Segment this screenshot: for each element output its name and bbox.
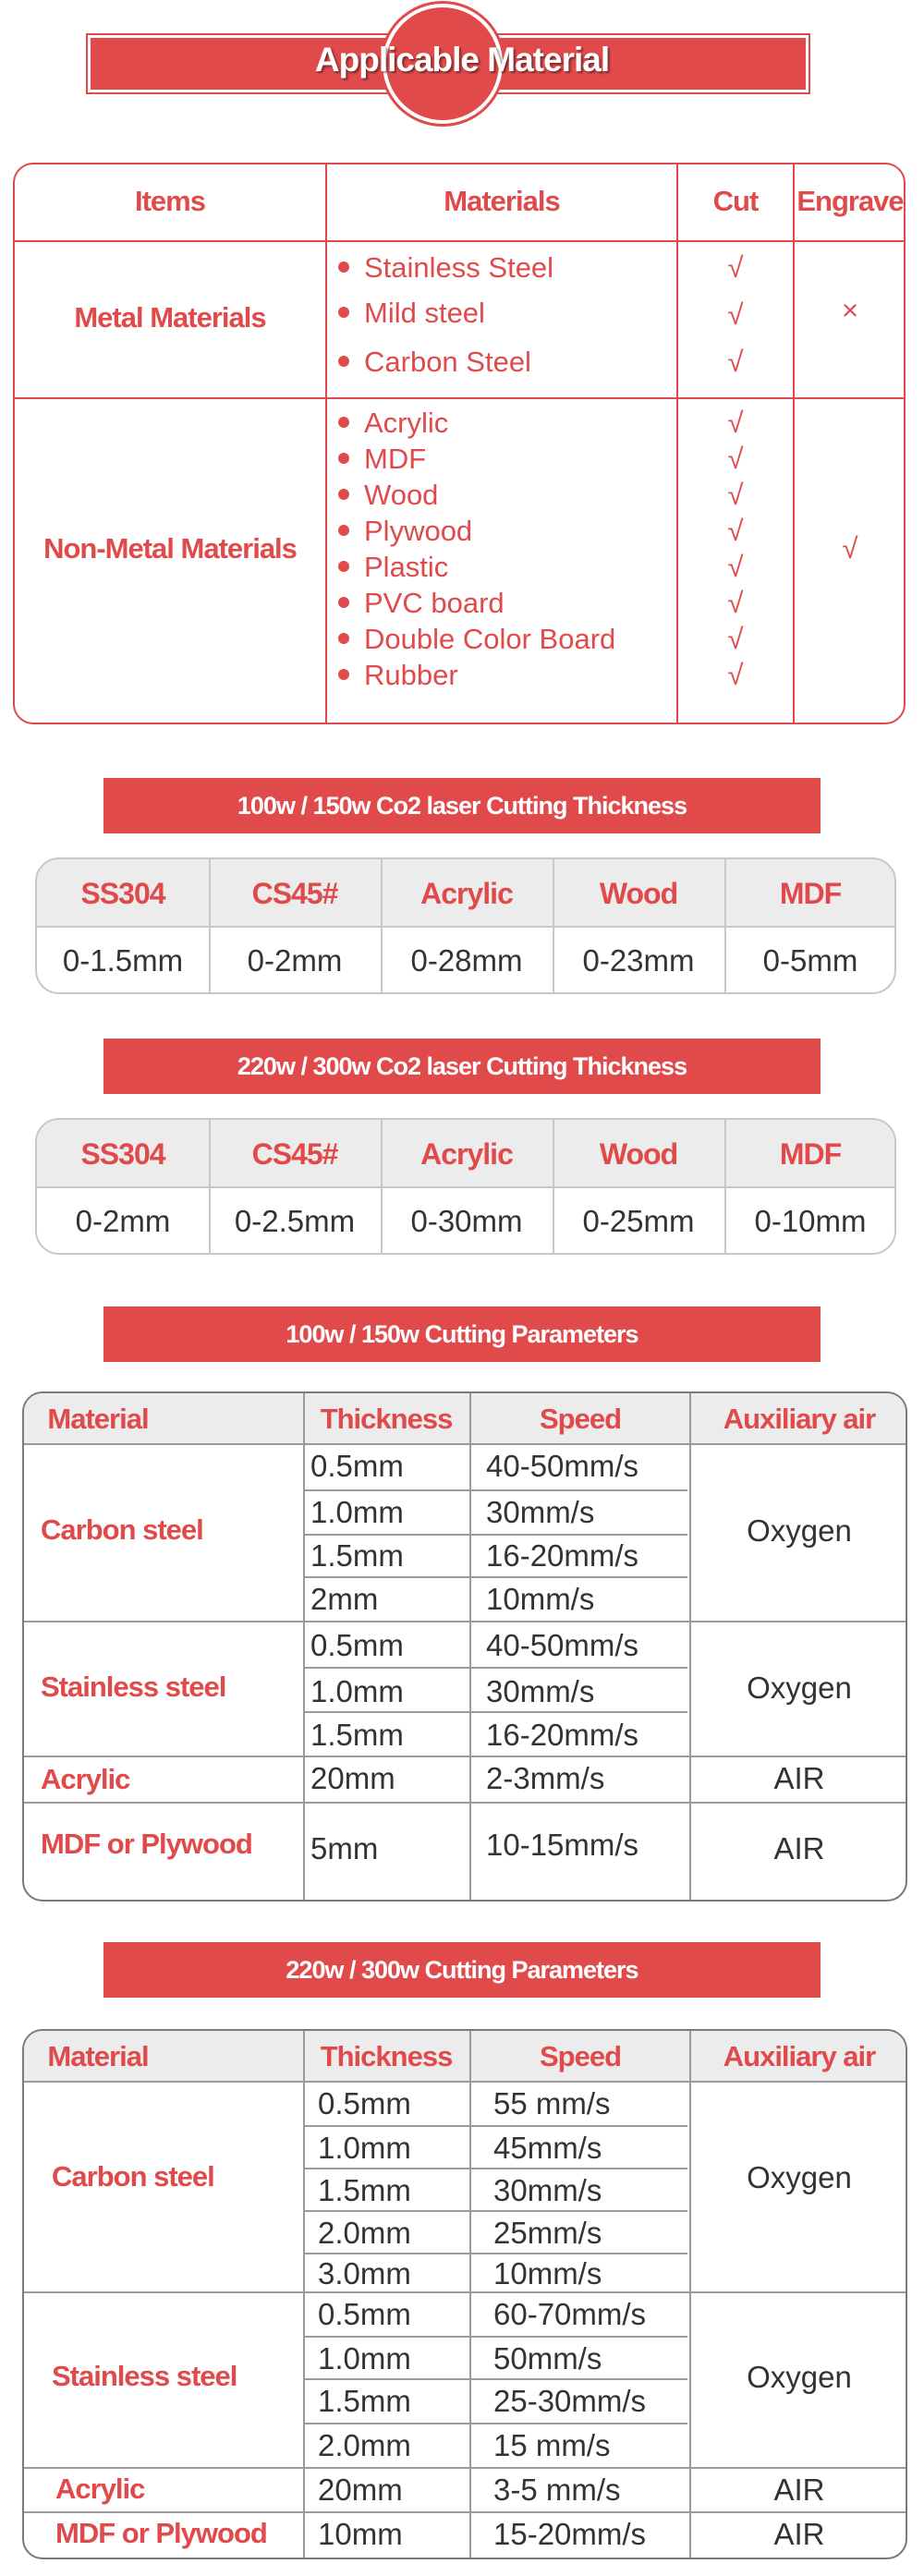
table-cell: 30mm/s	[493, 2173, 602, 2207]
params1-banner	[103, 1306, 821, 1362]
check-icon: √	[727, 587, 744, 619]
header-engrave: Engrave	[796, 185, 904, 217]
divider	[24, 1802, 906, 1804]
column-header: MDF	[779, 1137, 842, 1171]
table-cell: 10mm	[318, 2517, 403, 2551]
bullet-icon	[338, 356, 349, 367]
list-item: Mild steel	[338, 297, 485, 330]
bullet-icon	[338, 633, 349, 644]
bullet-icon	[338, 597, 349, 608]
check-icon: √	[727, 515, 744, 547]
table-cell: 0.5mm	[310, 1628, 404, 1662]
table-cell: 5mm	[310, 1831, 379, 1865]
table-cell: 50mm/s	[493, 2341, 602, 2376]
table-cell: 0.5mm	[310, 1449, 404, 1483]
divider	[24, 2291, 906, 2293]
divider	[793, 164, 795, 723]
table-cell: 0-25mm	[582, 1204, 695, 1238]
material-label: MDF or Plywood	[41, 1828, 252, 1860]
column-header: Material	[47, 1403, 149, 1435]
table-cell: 25-30mm/s	[493, 2384, 647, 2418]
table-cell: 0-30mm	[410, 1204, 523, 1238]
divider	[303, 2031, 305, 2558]
column-header: CS45#	[251, 877, 338, 910]
table-cell: 30mm/s	[486, 1495, 595, 1529]
table-cell: 0-2mm	[247, 943, 343, 978]
bullet-icon	[338, 453, 349, 464]
table-cell: 1.0mm	[318, 2341, 411, 2376]
table-cell: Oxygen	[747, 2160, 852, 2194]
table-cell: 1.0mm	[318, 2131, 411, 2165]
column-header: SS304	[80, 1137, 165, 1171]
material-label: Stainless steel	[41, 1671, 226, 1703]
thickness2-banner	[103, 1039, 821, 1094]
column-header: Speed	[539, 2040, 622, 2072]
bullet-icon	[338, 489, 349, 500]
check-icon: √	[727, 298, 744, 331]
thickness1-banner	[103, 778, 821, 833]
list-item: PVC board	[338, 587, 505, 620]
table-cell: 60-70mm/s	[493, 2297, 647, 2331]
thickness2-table	[35, 1118, 896, 1255]
column-header: SS304	[80, 877, 165, 910]
list-item: Rubber	[338, 659, 458, 692]
table-cell: 0-28mm	[410, 943, 523, 978]
divider	[303, 2423, 687, 2424]
divider	[303, 1576, 687, 1578]
table-cell: 0-2.5mm	[234, 1204, 356, 1238]
table-cell: 25mm/s	[493, 2216, 602, 2250]
divider	[24, 1756, 906, 1757]
table-cell: 10mm/s	[486, 1582, 595, 1616]
header-items: Items	[135, 185, 205, 217]
bullet-icon	[338, 307, 349, 318]
table-cell: 16-20mm/s	[486, 1718, 639, 1752]
check-icon: √	[727, 479, 744, 511]
divider	[303, 2378, 687, 2380]
divider	[689, 1393, 691, 1900]
list-item: Acrylic	[338, 407, 448, 440]
column-header: Thickness	[320, 2040, 453, 2072]
table-cell: AIR	[773, 2473, 825, 2507]
table-cell: 15-20mm/s	[493, 2517, 647, 2551]
table-cell: 1.5mm	[318, 2384, 411, 2418]
params1-table	[22, 1391, 907, 1902]
section-title: 220w / 300w Co2 laser Cutting Thickness	[237, 1052, 687, 1080]
column-header: Wood	[599, 877, 678, 910]
table-cell: 3-5 mm/s	[493, 2473, 621, 2507]
table-cell: 40-50mm/s	[486, 1449, 639, 1483]
table-cell: Oxygen	[747, 1671, 852, 1705]
list-item: Plywood	[338, 515, 472, 548]
table-cell: Oxygen	[747, 1513, 852, 1548]
column-header: Speed	[539, 1403, 622, 1435]
table-cell: 0-1.5mm	[62, 943, 184, 978]
list-item: MDF	[338, 443, 426, 476]
bullet-icon	[338, 561, 349, 572]
divider	[303, 2210, 687, 2212]
material-label: Carbon steel	[41, 1513, 203, 1546]
table-cell: AIR	[773, 1761, 825, 1795]
material-label: Acrylic	[55, 2473, 145, 2505]
banner-title: Applicable Material	[314, 41, 610, 79]
divider	[303, 2253, 687, 2254]
divider	[303, 1711, 687, 1713]
bullet-icon	[338, 525, 349, 536]
check-icon: √	[727, 251, 744, 284]
table-cell: 0.5mm	[318, 2086, 411, 2120]
table-cell: 40-50mm/s	[486, 1628, 639, 1662]
divider	[469, 1393, 471, 1900]
table-cell: 45mm/s	[493, 2131, 602, 2165]
table-cell: 0-5mm	[762, 943, 858, 978]
table-cell: 0-10mm	[754, 1204, 867, 1238]
column-header: Auxiliary air	[723, 1403, 876, 1435]
table-cell: 2-3mm/s	[486, 1761, 605, 1795]
check-icon: √	[842, 532, 858, 565]
params2-banner	[103, 1942, 821, 1998]
table-cell: 1.5mm	[318, 2173, 411, 2207]
divider	[303, 2168, 687, 2169]
material-label: MDF or Plywood	[55, 2517, 267, 2549]
table-cell: 2.0mm	[318, 2216, 411, 2250]
check-icon: √	[727, 623, 744, 655]
cross-icon: ×	[841, 294, 859, 326]
column-header: Acrylic	[420, 877, 513, 910]
divider	[303, 1667, 687, 1669]
list-item: Wood	[338, 479, 438, 512]
category-nonmetal: Non-Metal Materials	[43, 532, 297, 565]
table-cell: 0.5mm	[318, 2297, 411, 2331]
section-title: 100w / 150w Cutting Parameters	[286, 1320, 638, 1348]
table-cell: 15 mm/s	[493, 2428, 611, 2462]
check-icon: √	[727, 407, 744, 439]
divider	[24, 2511, 906, 2513]
check-icon: √	[727, 659, 744, 691]
section-title: 100w / 150w Co2 laser Cutting Thickness	[237, 792, 687, 820]
table-cell: 16-20mm/s	[486, 1538, 639, 1573]
check-icon: √	[727, 551, 744, 583]
list-item: Carbon Steel	[338, 346, 531, 379]
divider	[15, 397, 904, 399]
divider	[24, 1621, 906, 1622]
table-cell: AIR	[773, 1831, 825, 1865]
divider	[15, 240, 904, 242]
divider	[303, 1534, 687, 1536]
list-item: Stainless Steel	[338, 251, 553, 285]
divider	[303, 2125, 687, 2127]
table-cell: 1.0mm	[310, 1495, 404, 1529]
header-cut: Cut	[712, 185, 759, 217]
column-header: CS45#	[251, 1137, 338, 1171]
materials-table	[13, 163, 906, 724]
check-icon: √	[727, 443, 744, 475]
params2-table	[22, 2029, 907, 2559]
thickness1-table	[35, 857, 896, 994]
list-item: Double Color Board	[338, 623, 615, 656]
column-header: Wood	[599, 1137, 678, 1171]
table-cell: 20mm	[318, 2473, 403, 2507]
list-item: Plastic	[338, 551, 448, 584]
table-cell: 1.5mm	[310, 1718, 404, 1752]
column-header: Thickness	[320, 1403, 453, 1435]
column-header: MDF	[779, 877, 842, 910]
table-cell: 0-2mm	[75, 1204, 171, 1238]
divider	[469, 2031, 471, 2558]
check-icon: √	[727, 346, 744, 378]
section-title: 220w / 300w Cutting Parameters	[286, 1956, 638, 1984]
bullet-icon	[338, 669, 349, 680]
material-label: Carbon steel	[52, 2160, 214, 2193]
table-cell: 10mm/s	[493, 2256, 602, 2290]
column-header: Material	[47, 2040, 149, 2072]
divider	[24, 2467, 906, 2469]
table-cell: 3.0mm	[318, 2256, 411, 2290]
bullet-icon	[338, 417, 349, 428]
table-cell: 55 mm/s	[493, 2086, 611, 2120]
table-cell: 1.0mm	[310, 1674, 404, 1708]
material-label: Stainless steel	[52, 2360, 237, 2392]
applicable-material-banner	[0, 0, 924, 120]
table-cell: 20mm	[310, 1761, 395, 1795]
category-metal: Metal Materials	[74, 301, 266, 334]
divider	[325, 164, 327, 723]
column-header: Auxiliary air	[723, 2040, 876, 2072]
divider	[303, 2336, 687, 2338]
bullet-icon	[338, 261, 349, 273]
table-cell: Oxygen	[747, 2360, 852, 2394]
column-header: Acrylic	[420, 1137, 513, 1171]
table-cell: AIR	[773, 2517, 825, 2551]
material-label: Acrylic	[41, 1763, 130, 1795]
table-cell: 2mm	[310, 1582, 379, 1616]
divider	[303, 1489, 687, 1491]
table-cell: 10-15mm/s	[486, 1828, 639, 1862]
table-cell: 0-23mm	[582, 943, 695, 978]
divider	[303, 1393, 305, 1900]
header-materials: Materials	[444, 185, 560, 217]
table-cell: 1.5mm	[310, 1538, 404, 1573]
table-cell: 30mm/s	[486, 1674, 595, 1708]
table-cell: 2.0mm	[318, 2428, 411, 2462]
